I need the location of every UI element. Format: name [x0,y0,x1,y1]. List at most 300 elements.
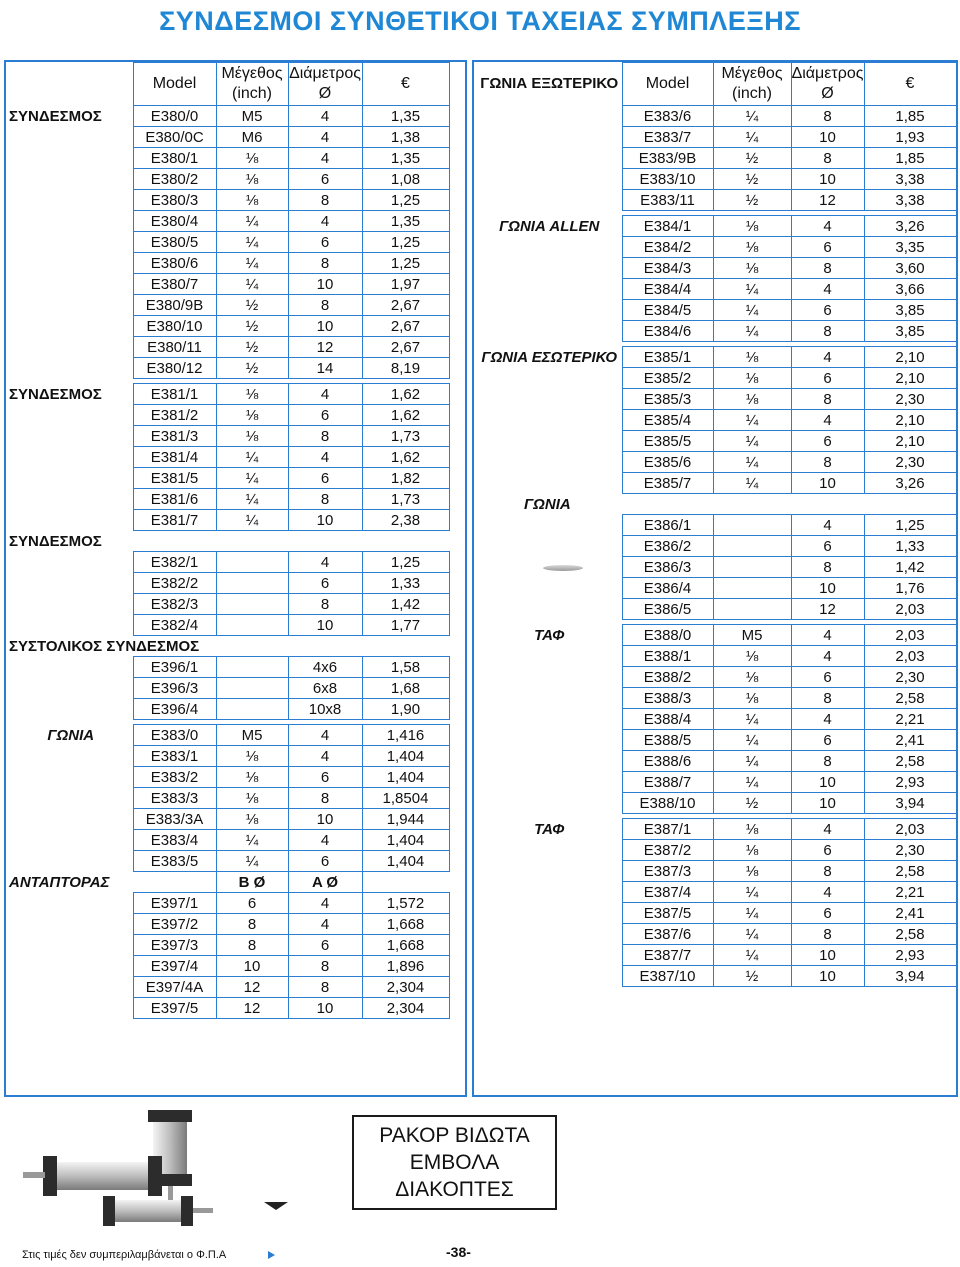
price-cell: 2,41 [864,730,956,751]
model-cell: E386/1 [622,515,713,536]
diameter-cell: 10x8 [288,699,362,720]
diameter-cell: 8 [288,788,362,809]
diameter-cell: 10 [288,998,362,1019]
table-row [6,809,469,830]
model-cell: E397/1 [133,893,216,914]
price-cell: 1,77 [362,615,449,636]
table-row [474,127,956,148]
model-cell: E381/6 [133,489,216,510]
pad [449,384,469,405]
size-cell: ⅛ [713,258,791,279]
table-row [474,106,956,127]
model-cell: E388/4 [622,709,713,730]
model-cell: E386/5 [622,599,713,620]
section-row [6,531,469,552]
size-cell: ⅛ [216,746,288,767]
model-cell: E383/0 [133,725,216,746]
model-cell: E381/3 [133,426,216,447]
diameter-cell: 4 [791,410,864,431]
section-label-empty [6,468,133,489]
model-cell: E387/7 [622,945,713,966]
model-cell: E387/4 [622,882,713,903]
pad [449,935,469,956]
size-cell: ⅛ [713,667,791,688]
table-row [6,699,469,720]
table-row [6,956,469,977]
table-row [6,767,469,788]
price-cell: 2,30 [864,389,956,410]
model-cell: E382/4 [133,615,216,636]
diameter-cell: 8 [791,389,864,410]
size-cell: ⅛ [216,384,288,405]
size-cell: 6 [216,893,288,914]
section-label-empty [6,914,133,935]
pad [449,977,469,998]
pad [449,510,469,531]
a-diameter-header: A Ø [288,872,362,893]
price-cell: 8,19 [362,358,449,379]
size-cell: ⅛ [713,347,791,368]
section-label-empty [474,106,622,127]
pad [449,956,469,977]
size-cell: 10 [216,956,288,977]
table-row [474,793,956,814]
model-cell: E381/4 [133,447,216,468]
table-row [474,578,956,599]
model-cell: E382/3 [133,594,216,615]
price-cell: 2,93 [864,772,956,793]
price-cell: 3,26 [864,473,956,494]
diameter-cell: 10 [791,793,864,814]
size-cell [713,557,791,578]
table-row [474,431,956,452]
diameter-cell: 12 [288,337,362,358]
table-header [6,63,469,106]
diameter-cell: 14 [288,358,362,379]
price-cell: 2,03 [864,599,956,620]
pad [449,274,469,295]
pad [449,211,469,232]
section-label-empty [6,851,133,872]
section-label-empty [474,148,622,169]
section-label-empty [6,295,133,316]
diameter-cell: 4 [288,447,362,468]
size-cell [216,573,288,594]
model-cell: E380/9B [133,295,216,316]
section-row [474,494,956,515]
section-label: ΓΩΝΙΑ [47,726,95,744]
size-cell: ½ [713,793,791,814]
price-cell: 2,03 [864,819,956,840]
table-row [474,368,956,389]
model-cell: E387/10 [622,966,713,987]
section-label-empty [6,594,133,615]
size-cell: M6 [216,127,288,148]
price-cell: 1,42 [362,594,449,615]
diameter-header-text: Διάμετρος [791,65,864,82]
pad [449,573,469,594]
price-cell: 1,25 [362,190,449,211]
section-label-empty [6,657,133,678]
size-cell: ¼ [713,751,791,772]
price-cell: 1,668 [362,935,449,956]
diameter-cell: 8 [288,977,362,998]
diameter-cell: 8 [791,557,864,578]
pad [449,998,469,1019]
diameter-cell: 6 [791,431,864,452]
pad [449,106,469,127]
section-label-empty [474,646,622,667]
section-label-empty [474,536,622,557]
price-cell: 3,85 [864,300,956,321]
table-row [6,405,469,426]
pad [449,788,469,809]
model-cell: E381/7 [133,510,216,531]
diameter-cell: 6 [288,232,362,253]
diameter-cell: 4 [791,709,864,730]
diameter-cell: 4 [791,819,864,840]
cylinder-products-photo [18,1100,288,1240]
price-cell: 1,58 [362,657,449,678]
table-row [474,473,956,494]
model-header: Model [133,63,216,106]
size-cell: ¼ [216,468,288,489]
price-cell: 1,62 [362,447,449,468]
pad [449,851,469,872]
diameter-cell: 4 [288,552,362,573]
section-label-empty [6,809,133,830]
section-label-empty [6,615,133,636]
model-cell: E388/0 [622,625,713,646]
section-label-empty [474,709,622,730]
section-label-empty [6,977,133,998]
model-cell: E384/4 [622,279,713,300]
diameter-cell: 10 [791,169,864,190]
diameter-cell: 6 [288,851,362,872]
diameter-cell: 6 [791,840,864,861]
diameter-cell: 10 [791,473,864,494]
model-cell: E385/7 [622,473,713,494]
pad [449,169,469,190]
blank [362,872,449,893]
blank [133,872,216,893]
model-cell: E385/6 [622,452,713,473]
table-row [6,337,469,358]
size-cell: ⅛ [713,646,791,667]
size-cell: ½ [713,966,791,987]
section-label-empty [6,935,133,956]
pad [449,426,469,447]
table-row [474,216,956,237]
size-cell [216,615,288,636]
price-cell: 1,62 [362,405,449,426]
section-label-empty [6,211,133,232]
table-row [6,914,469,935]
price-cell: 3,38 [864,169,956,190]
model-cell: E385/3 [622,389,713,410]
price-cell: 1,404 [362,767,449,788]
price-cell: 2,10 [864,431,956,452]
diameter-cell: 4 [791,216,864,237]
size-cell: ⅛ [713,389,791,410]
table-row [6,232,469,253]
size-cell: ¼ [713,106,791,127]
section-label-empty [474,903,622,924]
section-label: ΤΑΦ [534,820,565,838]
price-cell: 1,416 [362,725,449,746]
table-row [6,127,469,148]
section-label-empty [6,127,133,148]
diameter-cell: 6 [791,667,864,688]
diameter-cell: 8 [288,190,362,211]
table-row [474,625,956,646]
left-table [6,62,469,1019]
table-row [6,426,469,447]
model-cell: E380/12 [133,358,216,379]
diameter-cell: 8 [288,956,362,977]
arrow-icon [268,1251,275,1259]
diameter-cell: 10 [288,274,362,295]
price-cell: 1,85 [864,148,956,169]
table-row [6,510,469,531]
model-cell: E386/2 [622,536,713,557]
pad [449,447,469,468]
model-header: Model [622,63,713,106]
model-cell: E388/5 [622,730,713,751]
table-row [6,657,469,678]
price-cell: 2,67 [362,337,449,358]
table-row [474,709,956,730]
size-cell: ¼ [713,300,791,321]
section-label-empty [474,473,622,494]
table-row [6,573,469,594]
size-cell: 8 [216,935,288,956]
price-cell: 1,33 [362,573,449,594]
table-row [6,678,469,699]
price-cell: 1,62 [362,384,449,405]
table-row [6,746,469,767]
table-row [6,594,469,615]
diameter-cell: 8 [288,489,362,510]
size-cell: ½ [713,169,791,190]
diameter-symbol: Ø [318,85,332,102]
diameter-cell: 8 [791,861,864,882]
table-row [474,751,956,772]
diameter-cell: 4 [288,725,362,746]
pad [449,552,469,573]
model-cell: E388/7 [622,772,713,793]
table-row [474,148,956,169]
table-row [474,646,956,667]
size-unit: (inch) [231,85,272,102]
pad [449,190,469,211]
pad [449,232,469,253]
diameter-cell: 8 [791,106,864,127]
diameter-cell: 4 [288,893,362,914]
pad [449,468,469,489]
size-cell: ½ [216,358,288,379]
size-cell: ⅛ [216,405,288,426]
section-label-empty [6,788,133,809]
size-cell: ⅛ [216,148,288,169]
table-row [6,447,469,468]
price-cell: 1,404 [362,830,449,851]
table-row [6,295,469,316]
price-cell: 1,68 [362,678,449,699]
right-price-table [472,60,958,1097]
size-cell: ¼ [713,772,791,793]
section-label-empty [474,793,622,814]
diameter-cell: 4 [288,211,362,232]
size-cell: ¼ [216,851,288,872]
model-cell: E388/2 [622,667,713,688]
price-cell: 1,93 [864,127,956,148]
b-diameter-header: B Ø [216,872,288,893]
diameter-cell: 6 [791,368,864,389]
price-cell: 3,35 [864,237,956,258]
diameter-cell: 10 [288,809,362,830]
section-label-empty [6,767,133,788]
price-cell: 2,67 [362,316,449,337]
table-row [6,725,469,746]
fitting-photo-fragment [543,565,583,571]
size-cell: ⅛ [216,169,288,190]
table-row [474,258,956,279]
section-label-empty [474,127,622,148]
section-label: ΓΩΝΙΑ ΕΣΩΤΕΡΙΚΟ [481,348,618,366]
table-row [6,935,469,956]
model-cell: E388/10 [622,793,713,814]
diameter-cell: 4 [791,279,864,300]
price-cell: 2,30 [864,667,956,688]
pad [449,767,469,788]
size-cell: 12 [216,977,288,998]
pad [449,127,469,148]
section-label-empty [6,337,133,358]
pad [449,914,469,935]
section-label-empty [6,232,133,253]
price-cell: 2,58 [864,861,956,882]
diameter-cell: 4 [288,106,362,127]
table-row [474,924,956,945]
price-cell: 1,25 [362,232,449,253]
size-cell: ¼ [713,945,791,966]
pad [449,678,469,699]
table-row [474,536,956,557]
size-cell: ¼ [713,903,791,924]
table-row [474,237,956,258]
size-cell: ¼ [713,709,791,730]
size-cell: ¼ [216,447,288,468]
diameter-cell: 6 [791,536,864,557]
table-row [474,772,956,793]
section-label-empty [6,489,133,510]
diameter-cell: 4 [791,515,864,536]
model-cell: E380/11 [133,337,216,358]
model-cell: E382/2 [133,573,216,594]
right-table [474,62,957,987]
size-header [216,63,288,106]
size-cell: 12 [216,998,288,1019]
diameter-cell: 6 [288,935,362,956]
size-cell: ¼ [713,321,791,342]
section-label: ΤΑΦ [534,626,565,644]
diameter-header [791,63,864,106]
size-cell: M5 [713,625,791,646]
size-cell: ⅛ [713,819,791,840]
price-cell: 1,33 [864,536,956,557]
diameter-cell: 6 [288,468,362,489]
table-row [6,998,469,1019]
section-label-empty [6,190,133,211]
table-row [474,515,956,536]
section-label-empty [474,190,622,211]
model-cell: E381/1 [133,384,216,405]
price-cell: 2,93 [864,945,956,966]
model-cell: E384/1 [622,216,713,237]
size-cell: ½ [216,295,288,316]
model-cell: E383/4 [133,830,216,851]
section-label-empty [474,599,622,620]
price-cell: 2,58 [864,751,956,772]
size-cell [216,552,288,573]
table-row [474,861,956,882]
model-cell: E383/2 [133,767,216,788]
price-cell: 1,25 [864,515,956,536]
section-row [6,636,469,657]
section-label-empty [474,882,622,903]
diameter-cell: 8 [791,688,864,709]
price-cell: 1,35 [362,148,449,169]
price-cell: 2,67 [362,295,449,316]
size-cell [216,678,288,699]
diameter-cell: 4x6 [288,657,362,678]
model-cell: E380/5 [133,232,216,253]
size-cell: ⅛ [216,426,288,447]
diameter-cell: 6 [288,405,362,426]
price-header: € [362,63,449,106]
price-cell: 1,896 [362,956,449,977]
diameter-cell: 4 [288,384,362,405]
size-cell: ½ [713,148,791,169]
ad-line-2: ΕΜΒΟΛΑ [409,1151,500,1174]
section-label-empty [6,699,133,720]
price-cell: 1,76 [864,578,956,599]
section-label-empty [6,316,133,337]
model-cell: E397/2 [133,914,216,935]
section-label-empty [474,945,622,966]
price-cell: 3,94 [864,966,956,987]
section-label: ΣΥΝΔΕΣΜΟΣ [9,532,102,550]
price-cell: 1,35 [362,211,449,232]
section-label: ΓΩΝΙΑ [524,495,571,513]
section-label-empty [474,258,622,279]
table-header [474,63,956,106]
section-label-empty [474,169,622,190]
model-cell: E385/4 [622,410,713,431]
table-row [474,389,956,410]
size-cell: ¼ [713,730,791,751]
size-cell: ¼ [713,127,791,148]
model-cell: E396/4 [133,699,216,720]
size-cell: M5 [216,106,288,127]
table-row [6,253,469,274]
section-label-empty [474,431,622,452]
size-cell [216,594,288,615]
pad [449,337,469,358]
size-header-text: Μέγεθος [721,65,783,82]
section-label-empty [6,573,133,594]
